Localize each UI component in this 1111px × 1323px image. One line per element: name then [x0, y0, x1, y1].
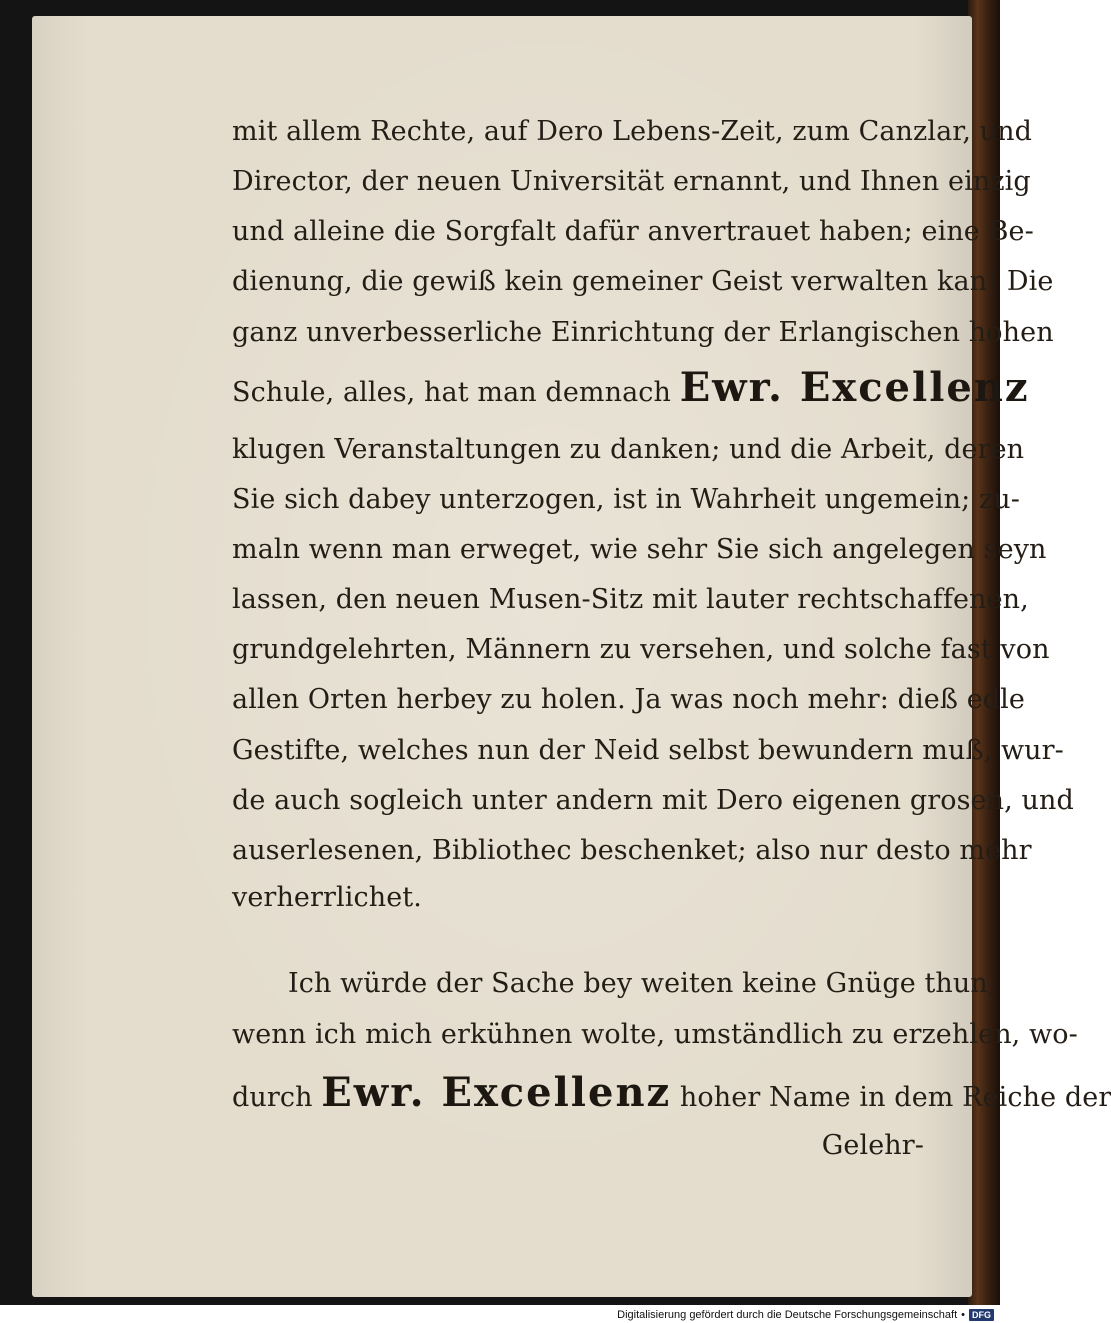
text-line-1: mit allem Rechte, auf Dero Lebens-Zeit, zum Canzlar, und	[232, 116, 1033, 147]
book-page	[32, 16, 1111, 1297]
text-line-10: lassen, den neuen Musen-Sitz mit lauter rechtschaffenen,	[232, 584, 1029, 615]
text-line-5: ganz unverbesserliche Einrichtung der Erlangischen hohen	[232, 317, 1054, 348]
text-line-19: durch Ewr. Excellenz hoher Name in dem Reiche der	[232, 1069, 1111, 1116]
text-line-13: Gestifte, welches nun der Neid selbst bewundern muß, wur-	[232, 735, 1064, 766]
text-line-17: Ich würde der Sache bey weiten keine Gnüge thun,	[288, 968, 997, 999]
text-line-7: klugen Veranstaltungen zu danken; und die Arbeit, deren	[232, 434, 1025, 465]
credit-text: Digitalisierung gefördert durch die Deutsche Forschungsgemeinschaft	[617, 1308, 958, 1321]
digitization-credit	[617, 1306, 994, 1323]
text-line-8: Sie sich dabey unterzogen, ist in Wahrheit ungemein; zu-	[232, 484, 1020, 515]
catchword: Gelehr-	[821, 1130, 924, 1161]
text-line-14: de auch sogleich unter andern mit Dero eigenen grosen, und	[232, 785, 1074, 816]
text-line-16: verherrlichet.	[232, 882, 422, 913]
text-line-18: wenn ich mich erkühnen wolte, umständlich zu erzehlen, wo-	[232, 1019, 1078, 1050]
dfg-logo-icon: DFG	[969, 1309, 994, 1321]
text-line-9: maln wenn man erweget, wie sehr Sie sich angelegen seyn	[232, 534, 1047, 565]
excellency-title-2: Ewr. Excellenz	[321, 1069, 672, 1116]
text-line-11: grundgelehrten, Männern zu versehen, und solche fast von	[232, 634, 1050, 665]
text-line-3: und alleine die Sorgfalt dafür anvertrauet haben; eine Be-	[232, 216, 1034, 247]
credit-separator: •	[961, 1308, 965, 1321]
text-line-4: dienung, die gewiß kein gemeiner Geist verwalten kan! Die	[232, 266, 1054, 297]
text-line-6: Schule, alles, hat man demnach Ewr. Excellenz	[232, 364, 1030, 411]
text-line-2: Director, der neuen Universität ernannt, und Ihnen einzig	[232, 166, 1031, 197]
excellency-title: Ewr. Excellenz	[679, 364, 1030, 411]
text-line-15: auserlesenen, Bibliothec beschenket; also nur desto mehr	[232, 835, 1032, 866]
text-line-12: allen Orten herbey zu holen. Ja was noch mehr: dieß edle	[232, 684, 1025, 715]
